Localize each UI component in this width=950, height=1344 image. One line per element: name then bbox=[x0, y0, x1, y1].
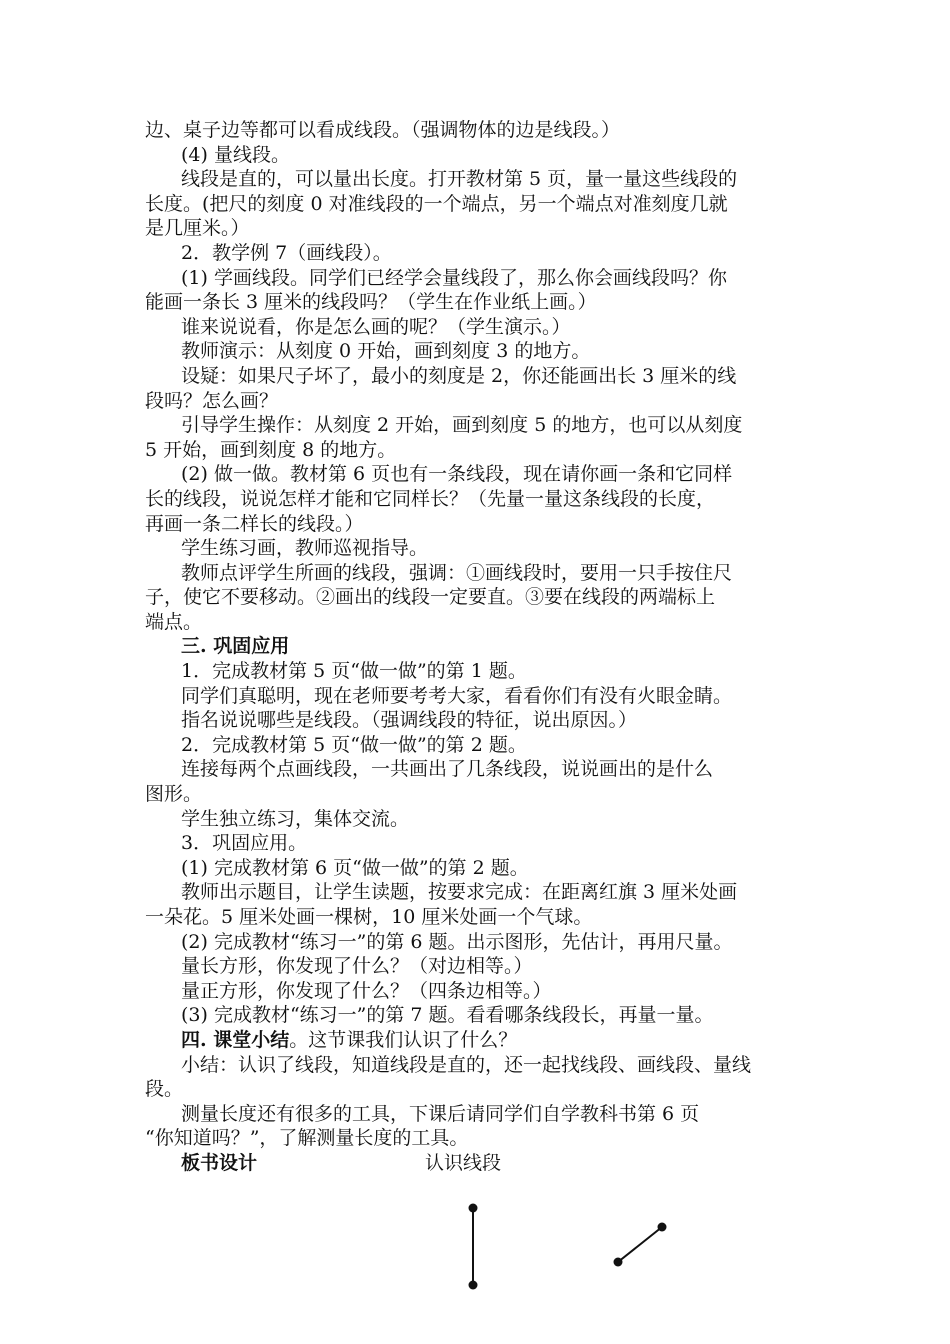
text-line: 学生独立练习，集体交流。 bbox=[181, 807, 410, 830]
text-line: 是几厘米。） bbox=[145, 217, 250, 240]
text-line: (1) 学画线段。同学们已经学会量线段了，那么你会画线段吗？你 bbox=[181, 266, 727, 289]
text-line: 5 开始，画到刻度 8 的地方。 bbox=[145, 438, 397, 461]
board-design-title: 板书设计 bbox=[181, 1151, 258, 1174]
segment-endpoint bbox=[614, 1258, 623, 1267]
board-design-heading: 认识线段 bbox=[425, 1151, 502, 1174]
text-line: 端点。 bbox=[145, 610, 203, 633]
section-heading: 三. 巩固应用 bbox=[181, 635, 290, 658]
text-line: 图形。 bbox=[145, 783, 203, 806]
text-line: 引导学生操作：从刻度 2 开始，画到刻度 5 的地方，也可以从刻度 bbox=[181, 414, 743, 437]
segment-endpoint bbox=[469, 1204, 478, 1213]
text-line: 测量长度还有很多的工具，下课后请同学们自学教科书第 6 页 bbox=[181, 1102, 700, 1125]
text-line: 边、桌子边等都可以看成线段。（强调物体的边是线段。） bbox=[145, 119, 621, 141]
text-line: 量正方形，你发现了什么？（四条边相等。） bbox=[181, 979, 552, 1002]
text-line: 学生练习画，教师巡视指导。 bbox=[181, 537, 429, 560]
text-line: 长度。(把尺的刻度 0 对准线段的一个端点，另一个端点对准刻度几就 bbox=[145, 192, 728, 215]
text-line: 能画一条长 3 厘米的线段吗？（学生在作业纸上画。） bbox=[145, 291, 597, 314]
text-line: “你知道吗？”，了解测量长度的工具。 bbox=[145, 1127, 469, 1150]
text-line: 子，使它不要移动。②画出的线段一定要直。③要在线段的两端标上 bbox=[145, 586, 716, 609]
text-line: 长的线段，说说怎样才能和它同样长？（先量一量这条线段的长度， bbox=[145, 487, 716, 510]
text-line: 2．完成教材第 5 页“做一做”的第 2 题。 bbox=[181, 733, 527, 756]
text-line: 1．完成教材第 5 页“做一做”的第 1 题。 bbox=[181, 660, 527, 683]
segment-endpoint bbox=[658, 1223, 667, 1232]
text-line: 3．巩固应用。 bbox=[181, 832, 308, 855]
text-line: (3) 完成教材“练习一”的第 7 题。看看哪条线段长，再量一量。 bbox=[181, 1004, 714, 1027]
text-fragment: 。这节课我们认识了什么？ bbox=[289, 1028, 518, 1051]
text-line: 量长方形，你发现了什么？（对边相等。） bbox=[181, 955, 533, 978]
text-line: 教师演示：从刻度 0 开始，画到刻度 3 的地方。 bbox=[181, 340, 591, 363]
text-line: 连接每两个点画线段，一共画出了几条线段，说说画出的是什么 bbox=[181, 758, 714, 781]
segment-endpoint bbox=[469, 1281, 478, 1290]
text-line: 同学们真聪明，现在老师要考考大家，看看你们有没有火眼金睛。 bbox=[181, 684, 733, 707]
text-line: 一朵花。5 厘米处画一棵树，10 厘米处画一个气球。 bbox=[145, 906, 593, 928]
text-line: 2．教学例 7（画线段）。 bbox=[181, 241, 392, 264]
text-line: (2) 做一做。教材第 6 页也有一条线段，现在请你画一条和它同样 bbox=[181, 463, 733, 486]
text-line: 段吗？怎么画？ bbox=[145, 389, 279, 412]
text-line: 设疑：如果尺子坏了，最小的刻度是 2，你还能画出长 3 厘米的线 bbox=[181, 364, 737, 387]
text-line: 段。 bbox=[145, 1078, 184, 1101]
text-line: 线段是直的，可以量出长度。打开教材第 5 页，量一量这些线段的 bbox=[181, 168, 738, 191]
diagonal-segment bbox=[618, 1227, 662, 1262]
text-line: 谁来说说看，你是怎么画的呢？（学生演示。） bbox=[181, 315, 571, 338]
text-line: (4) 量线段。 bbox=[181, 143, 290, 166]
text-line: (2) 完成教材“练习一”的第 6 题。出示图形，先估计，再用尺量。 bbox=[181, 930, 733, 953]
text-line: 再画一条二样长的线段。） bbox=[145, 512, 364, 535]
text-line: (1) 完成教材第 6 页“做一做”的第 2 题。 bbox=[181, 856, 529, 879]
text-line: 教师出示题目，让学生读题，按要求完成：在距离红旗 3 厘米处画 bbox=[181, 881, 738, 904]
text-line: 指名说说哪些是线段。（强调线段的特征，说出原因。） bbox=[181, 709, 638, 732]
text-line: 教师点评学生所画的线段，强调：①画线段时，要用一只手按住尺 bbox=[181, 561, 733, 584]
text-line: 小结：认识了线段，知道线段是直的，还一起找线段、画线段、量线 bbox=[181, 1053, 752, 1076]
section-heading: 四. 课堂小结 bbox=[181, 1028, 290, 1051]
